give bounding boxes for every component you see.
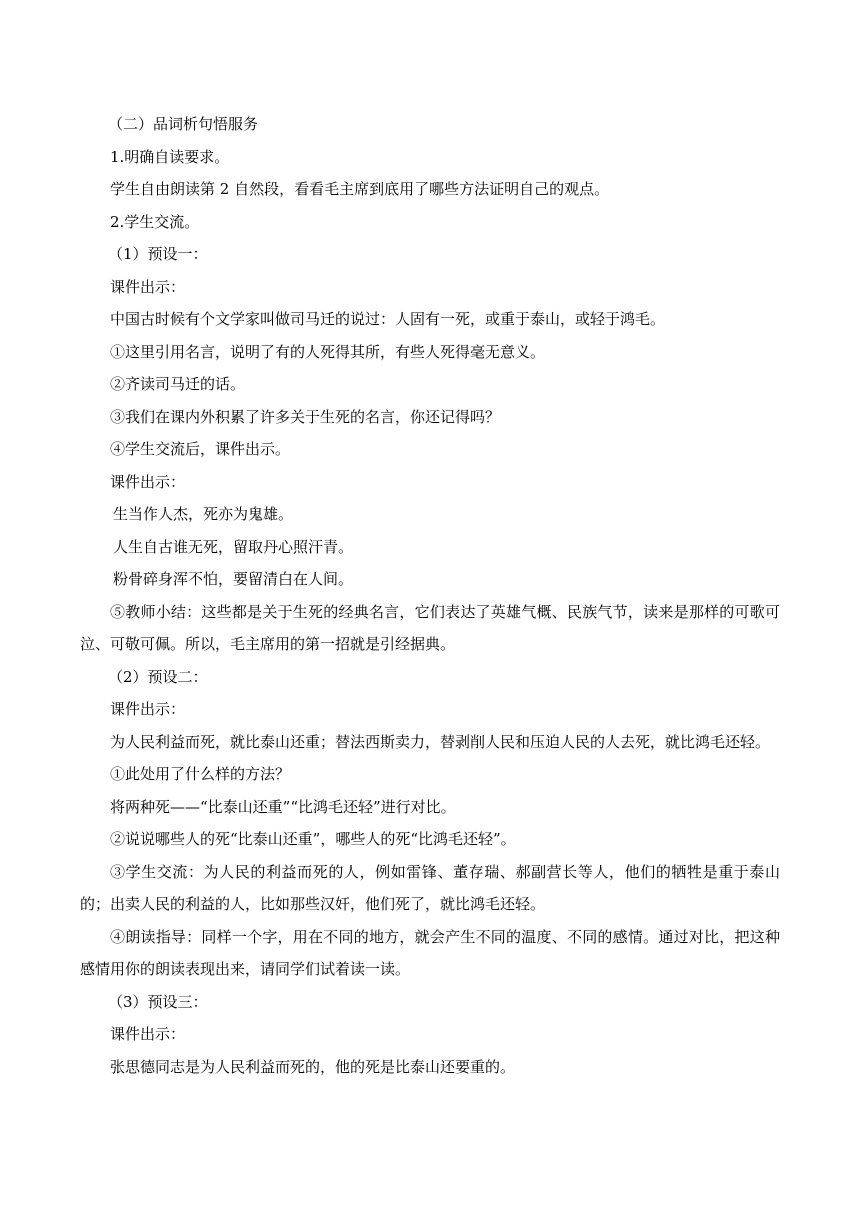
list-item: ③学生交流：为人民的利益而死的人，例如雷锋、董存瑞、郝副营长等人，他们的牺牲是重于泰山的；出卖人民的利益的人，比如那些汉奸，他们死了，就比鸿毛还轻。 <box>80 862 780 913</box>
slide-label: 课件出示： <box>110 1025 186 1043</box>
list-item: ④朗读指导：同样一个字，用在不同的地方，就会产生不同的温度、不同的感情。通过对比，把这种感情用你的朗读表现出来，请同学们试着读一读。 <box>80 927 780 978</box>
sub-heading: （2）预设二： <box>108 667 208 686</box>
document-body <box>80 108 780 1083</box>
step-heading: 1.明确自读要求。 <box>110 147 230 166</box>
sub-heading: （1）预设一： <box>108 245 208 263</box>
list-item: ①此处用了什么样的方法？ <box>110 765 291 783</box>
slide-label: 课件出示： <box>110 472 186 491</box>
list-item: ②齐读司马迁的话。 <box>110 375 246 393</box>
quote-paragraph: 张思德同志是为人民利益而死的，他的死是比泰山还要重的。 <box>110 1057 516 1076</box>
list-item: ③我们在课内外积累了许多关于生死的名言，你还记得吗？ <box>110 407 501 426</box>
paragraph: 将两种死——“比泰山还重”“比鸿毛还轻”进行对比。 <box>110 797 456 816</box>
paragraph: 学生自由朗读第 2 自然段，看看毛主席到底用了哪些方法证明自己的观点。 <box>110 180 610 198</box>
slide-label: 课件出示： <box>110 700 186 718</box>
quote-paragraph: 为人民利益而死，就比泰山还重；替法西斯卖力，替剥削人民和压迫人民的人去死，就比鸿毛还轻。 <box>110 732 771 751</box>
section-heading: （二）品词析句悟服务 <box>108 115 259 133</box>
poem-line: 人生自古谁无死，留取丹心照汗青。 <box>113 537 354 556</box>
poem-line: 粉骨碎身浑不怕，要留清白在人间。 <box>113 570 354 588</box>
list-item: ①这里引用名言，说明了有的人死得其所，有些人死得毫无意义。 <box>110 342 546 361</box>
list-item: ④学生交流后，课件出示。 <box>110 440 291 458</box>
list-item: ⑤教师小结：这些都是关于生死的经典名言，它们表达了英雄气概、民族气节，读来是那样的可歌可泣、可敬可佩。所以，毛主席用的第一招就是引经据典。 <box>80 602 780 653</box>
poem-line: 生当作人杰，死亦为鬼雄。 <box>113 505 294 523</box>
sub-heading: （3）预设三： <box>108 992 208 1011</box>
quote-paragraph: 中国古时候有个文学家叫做司马迁的说过：人固有一死，或重于泰山，或轻于鸿毛。 <box>110 310 666 328</box>
list-item: ②说说哪些人的死“比泰山还重”，哪些人的死“比鸿毛还轻”。 <box>110 830 516 848</box>
step-heading: 2.学生交流。 <box>110 212 200 231</box>
slide-label: 课件出示： <box>110 277 186 296</box>
